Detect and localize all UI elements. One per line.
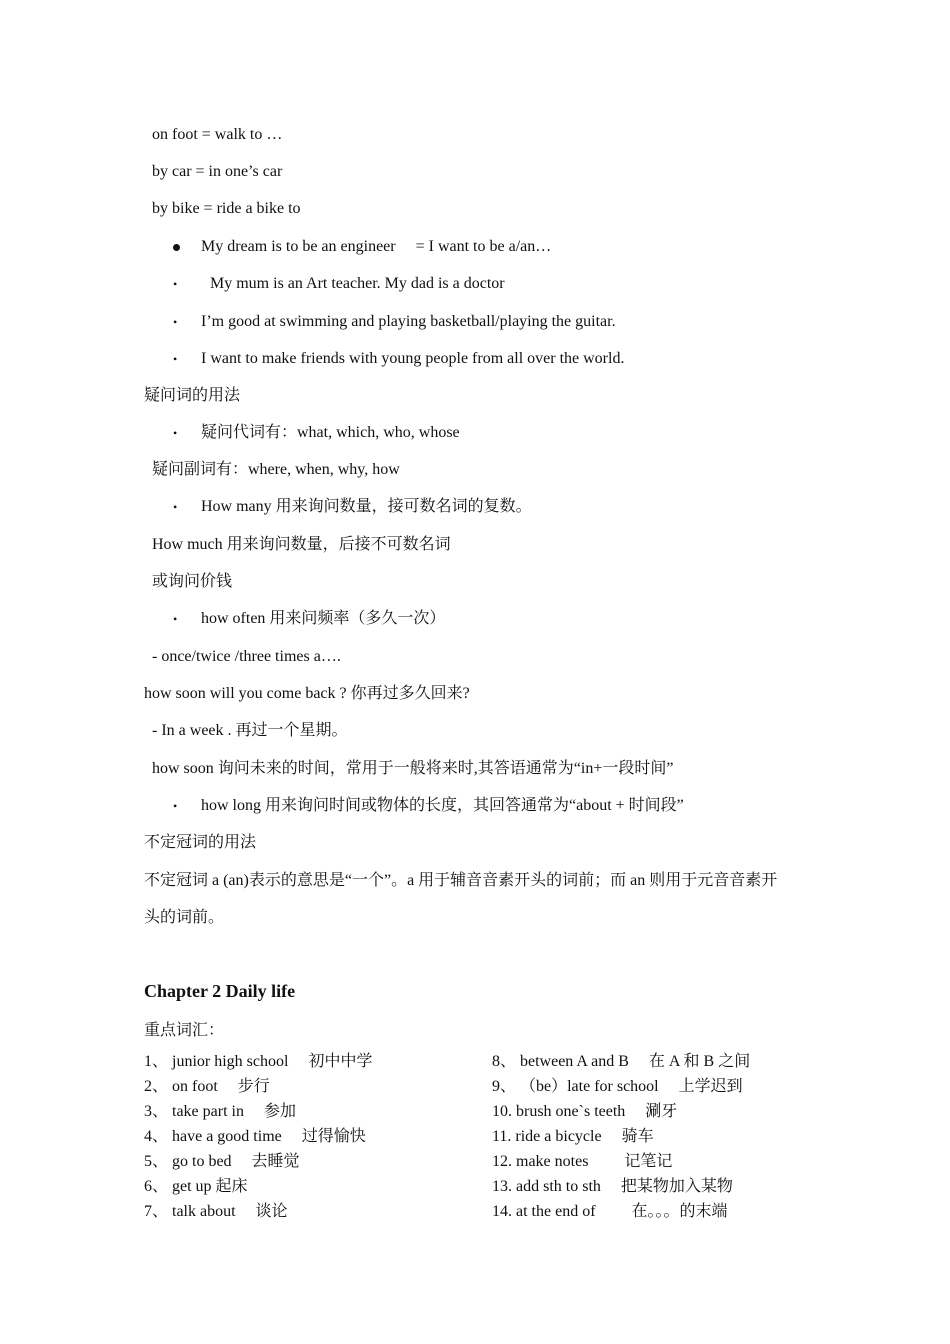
vocab-item: 13. add sth to sth 把某物加入某物 [492,1178,733,1195]
text-line: - In a week . 再过一个星期。 [152,722,348,739]
bullet-item: I want to make friends with young people from all over the world. [201,350,625,367]
vocab-item: 1、 junior high school 初中中学 [144,1053,373,1070]
vocab-item: 3、 take part in 参加 [144,1103,296,1120]
text-line: how soon will you come back ? 你再过多久回来? [144,685,470,702]
chapter-title: Chapter 2 Daily life [144,981,296,1001]
bullet-icon: • [173,352,178,366]
section-heading: 不定冠词的用法 [144,834,257,851]
bullet-item: 疑问代词有：what, which, who, whose [201,424,460,441]
bullet-icon: • [173,799,178,813]
vocab-item: 12. make notes 记笔记 [492,1153,673,1170]
bullet-dot-icon [173,244,180,251]
text-line: How much 用来询问数量，后接不可数名词 [152,536,451,553]
text-line: 或询问价钱 [152,573,233,590]
vocab-item: 10. brush one`s teeth 涮牙 [492,1103,678,1120]
text-line: - once/twice /three times a…. [152,648,341,665]
vocab-item: 14. at the end of 在。。。的末端 [492,1203,728,1220]
bullet-item: My mum is an Art teacher. My dad is a doctor [210,275,505,292]
text-line: how soon 询问未来的时间，常用于一般将来时,其答语通常为“in+一段时间” [152,760,674,777]
bullet-item: My dream is to be an engineer = I want to be a/an… [201,238,552,255]
bullet-item: How many 用来询问数量，接可数名词的复数。 [201,498,532,515]
vocab-heading: 重点词汇： [144,1022,225,1039]
vocab-item: 7、 talk about 谈论 [144,1203,288,1220]
vocab-item: 2、 on foot 步行 [144,1078,270,1095]
paragraph-line: 不定冠词 a (an)表示的意思是“一个”。a 用于辅音音素开头的词前；而 an 则用于元音音素开 [144,872,778,889]
bullet-icon: • [173,426,178,440]
text-line: 疑问副词有：where, when, why, how [152,461,400,478]
vocab-item: 11. ride a bicycle 骑车 [492,1128,654,1145]
vocab-item: 6、 get up 起床 [144,1178,248,1195]
bullet-icon: • [173,277,178,291]
bullet-icon: • [173,500,178,514]
text-line: on foot = walk to … [152,126,283,143]
text-line: by bike = ride a bike to [152,200,301,217]
bullet-item: I’m good at swimming and playing basketball/playing the guitar. [201,313,616,330]
vocab-item: 8、 between A and B 在 A 和 B 之间 [492,1053,751,1070]
bullet-item: how often 用来问频率（多久一次） [201,610,446,627]
paragraph-line: 头的词前。 [144,909,225,926]
bullet-item: how long 用来询问时间或物体的长度，其回答通常为“about + 时间段” [201,797,684,814]
vocab-item: 9、 （be）late for school 上学迟到 [492,1078,743,1095]
text-line: by car = in one’s car [152,163,283,180]
section-heading: 疑问词的用法 [144,387,241,404]
vocab-item: 4、 have a good time 过得愉快 [144,1128,366,1145]
bullet-icon: • [173,315,178,329]
bullet-icon: • [173,612,178,626]
vocab-item: 5、 go to bed 去睡觉 [144,1153,300,1170]
